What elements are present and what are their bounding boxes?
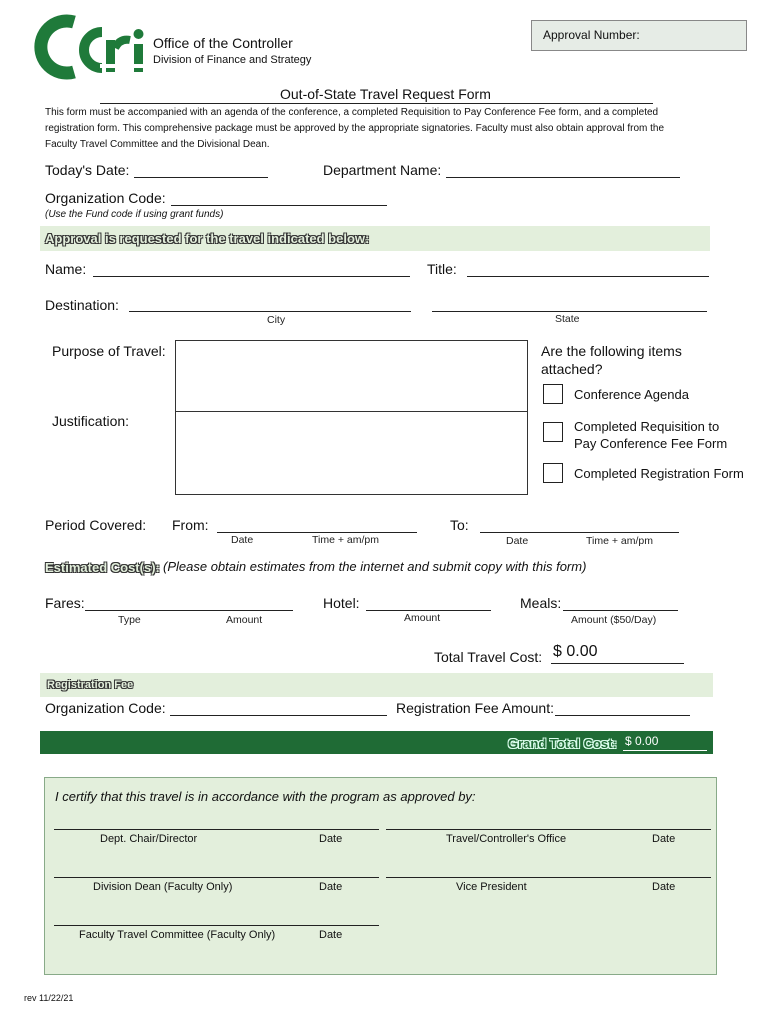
to-time-caption: Time + am/pm [586, 535, 653, 547]
approval-number-label: Approval Number: [543, 28, 640, 42]
approval-heading: Approval is requested for the travel indicated below: [45, 231, 370, 246]
dept-chair-caption: Dept. Chair/Director [100, 833, 198, 845]
department-name-label: Department Name: [323, 162, 442, 178]
certify-box [44, 777, 717, 975]
dept-chair-signature-line[interactable] [54, 829, 379, 830]
conference-agenda-checkbox[interactable] [543, 384, 563, 404]
registration-band [40, 673, 713, 697]
total-travel-cost-label: Total Travel Cost: [434, 649, 543, 665]
approval-number-field[interactable] [531, 20, 747, 51]
division-dean-date-caption: Date [319, 881, 343, 893]
intro-line-3: Faculty Travel Committee and the Divisional Dean. [45, 139, 270, 150]
destination-city-input[interactable] [129, 311, 411, 312]
justification-label: Justification: [52, 413, 130, 429]
registration-heading: Registration Fee [47, 679, 134, 691]
division-dean-caption: Division Dean (Faculty Only) [93, 881, 233, 893]
fares-input[interactable] [85, 610, 293, 611]
fares-type-caption: Type [118, 614, 141, 626]
to-label: To: [450, 517, 469, 533]
costs-note: (Please obtain estimates from the internet and submit copy with this form) [163, 559, 587, 574]
division-dean-signature-line[interactable] [54, 877, 379, 878]
destination-label: Destination: [45, 297, 119, 313]
registration-fee-amount-label: Registration Fee Amount: [396, 700, 554, 716]
meals-label: Meals: [520, 595, 562, 611]
from-time-caption: Time + am/pm [312, 534, 379, 546]
grand-total-value[interactable]: $ 0.00 [625, 734, 659, 748]
requisition-checkbox[interactable] [543, 422, 563, 442]
title-label: Title: [427, 261, 457, 277]
destination-state-input[interactable] [432, 311, 707, 312]
purpose-textarea[interactable] [175, 340, 528, 414]
revision-note: rev 11/22/21 [24, 993, 74, 1003]
attached-question-2: attached? [541, 361, 603, 377]
registration-form-label: Completed Registration Form [574, 466, 744, 481]
fares-amount-caption: Amount [226, 614, 263, 626]
requisition-label-2: Pay Conference Fee Form [574, 436, 728, 451]
intro-line-2: registration form. This comprehensive package must be approved by the appropriate signatories. Faculty must also obtain approval from the [45, 123, 665, 134]
division-title: Division of Finance and Strategy [153, 54, 312, 66]
travel-office-date-caption: Date [652, 833, 676, 845]
organization-code-input[interactable] [171, 205, 387, 206]
todays-date-input[interactable] [134, 177, 268, 178]
form-title: Out-of-State Travel Request Form [280, 86, 491, 102]
certify-statement: I certify that this travel is in accordance with the program as approved by: [55, 789, 476, 804]
city-caption: City [267, 314, 286, 326]
fund-note: (Use the Fund code if using grant funds) [45, 209, 224, 220]
state-caption: State [555, 313, 580, 325]
department-name-input[interactable] [446, 177, 680, 178]
organization-code-label: Organization Code: [45, 190, 166, 206]
committee-date-caption: Date [319, 929, 343, 941]
intro-line-1: This form must be accompanied with an agenda of the conference, a completed Requisition to Pay Conference Fee form, and a completed [45, 107, 659, 118]
meals-input[interactable] [563, 610, 678, 611]
travel-office-caption: Travel/Controller's Office [446, 833, 567, 845]
registration-org-code-input[interactable] [170, 715, 387, 716]
from-date-caption: Date [231, 534, 254, 546]
requisition-label-1: Completed Requisition to [574, 419, 720, 434]
meals-amount-caption: Amount ($50/Day) [571, 614, 657, 626]
hotel-label: Hotel: [323, 595, 360, 611]
hotel-input[interactable] [366, 610, 491, 611]
grand-total-label: Grand Total Cost: [508, 736, 617, 751]
vice-president-signature-line[interactable] [386, 877, 711, 878]
registration-fee-amount-input[interactable] [555, 715, 690, 716]
fares-label: Fares: [45, 595, 85, 611]
hotel-amount-caption: Amount [404, 612, 441, 624]
justification-textarea[interactable] [175, 411, 528, 495]
vice-president-caption: Vice President [456, 881, 527, 893]
to-input[interactable] [480, 532, 679, 533]
registration-org-code-label: Organization Code: [45, 700, 166, 716]
conference-agenda-label: Conference Agenda [574, 387, 689, 402]
name-input[interactable] [93, 276, 410, 277]
grand-total-underline [623, 750, 707, 751]
title-rule [100, 103, 653, 104]
attached-question-1: Are the following items [541, 343, 682, 359]
committee-signature-line[interactable] [54, 925, 379, 926]
title-input[interactable] [467, 276, 709, 277]
office-title: Office of the Controller [153, 35, 293, 51]
period-label: Period Covered: [45, 517, 147, 533]
total-travel-cost-value[interactable]: $ 0.00 [553, 643, 598, 660]
total-travel-cost-underline [551, 663, 684, 664]
to-date-caption: Date [506, 535, 529, 547]
from-label: From: [172, 517, 209, 533]
registration-form-checkbox[interactable] [543, 463, 563, 483]
vice-president-date-caption: Date [652, 881, 676, 893]
costs-heading: Estimated Cost(s): [45, 560, 160, 575]
logo [34, 14, 149, 80]
todays-date-label: Today's Date: [45, 162, 130, 178]
travel-office-signature-line[interactable] [386, 829, 711, 830]
purpose-label: Purpose of Travel: [52, 343, 166, 359]
name-label: Name: [45, 261, 87, 277]
dept-chair-date-caption: Date [319, 833, 343, 845]
committee-caption: Faculty Travel Committee (Faculty Only) [79, 929, 276, 941]
from-input[interactable] [217, 532, 417, 533]
